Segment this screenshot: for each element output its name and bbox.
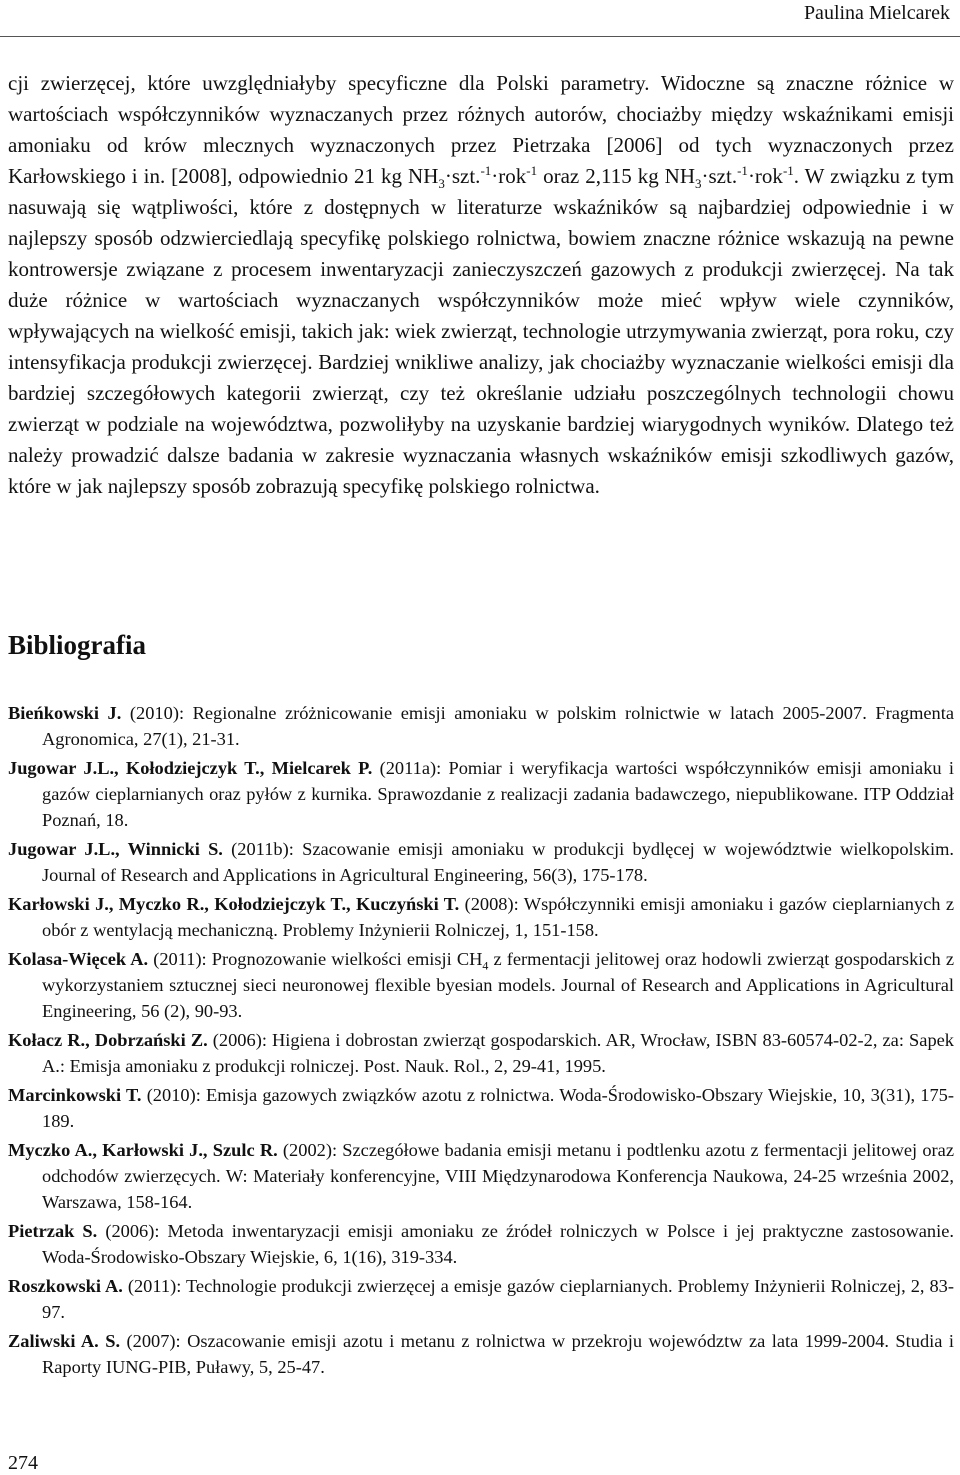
body-paragraph (8, 68, 954, 502)
entry-authors: Roszkowski A. (8, 1276, 123, 1296)
entry-text: (2011a): Pomiar i weryfikacja wartości współczynników emisji amoniaku i gazów cieplarnianych oraz pyłów z kurnika. Sprawozdanie z realizacji zadania badawczego, niepublikowane. ITP Oddział Poznań, 18. (42, 758, 954, 830)
entry-text: (2010): Regionalne zróżnicowanie emisji amoniaku w polskim rolnictwie w latach 2005-2007. Fragmenta Agronomica, 27(1), 21-31. (42, 703, 955, 749)
body-text-start: cji zwierzęcej, które uwzględniałyby specyficzne dla Polski parametry. Widoczne są znaczne różnice w wartościach współczynników wyznaczanych przez różnych autorów, chociażby między wskaźnikami emisji amoniaku od krów mlecznych wyznaczonych przez Pietrzaka [2006] od tych wyznaczonych przez Karłowskiego i in. [2008], odpowiednio 21 kg NH (8, 71, 954, 188)
bibliography-entry (8, 946, 954, 1024)
unit-rok: ·rok (491, 164, 527, 188)
unit-szt: ·szt. (444, 164, 481, 188)
superscript: -1 (526, 163, 538, 178)
entry-text: (2006): Higiena i dobrostan zwierząt gospodarskich. AR, Wrocław, ISBN 83-60574-02-2, za: Sapek A.: Emisja amoniaku z produkcji rolniczej. Post. Nauk. Rol., 2, 29-41, 1995. (42, 1030, 954, 1076)
running-head-author: Paulina Mielcarek (803, 2, 950, 24)
bibliography-entry (8, 1218, 954, 1270)
entry-text: (2008): Współczynniki emisji amoniaku i gazów cieplarnianych z obór z wentylacją mechaniczną. Problemy Inżynierii Rolniczej, 1, 151-158. (42, 894, 954, 940)
entry-text: (2006): Metoda inwentaryzacji emisji amoniaku ze źródeł rolniczych w Polsce i jej praktyczne zastosowanie. Woda-Środowisko-Obszary Wiejskie, 6, 1(16), 319-334. (42, 1221, 954, 1267)
entry-text: (2002): Szczegółowe badania emisji metanu i podtlenku azotu z fermentacji jelitowej oraz odchodów zwierzęcych. W: Materiały konferencyjne, VIII Międzynarodowa Konferencja Naukowa, 24-25 września 2002, Warszawa, 158-164. (42, 1140, 955, 1212)
entry-text: (2011): Technologie produkcji zwierzęcej a emisje gazów cieplarnianych. Problemy Inżynierii Rolniczej, 2, 83-97. (42, 1276, 954, 1322)
bibliography-entry (8, 1328, 954, 1380)
subscript: 4 (482, 958, 489, 973)
entry-authors: Pietrzak S. (8, 1221, 98, 1241)
unit-szt: ·szt. (701, 164, 738, 188)
superscript: -1 (480, 163, 492, 178)
bibliography-entry (8, 755, 954, 833)
bibliography-heading: Bibliografia (8, 630, 147, 660)
entry-authors: Karłowski J., Myczko R., Kołodziejczyk T., Kuczyński T. (8, 894, 460, 914)
bibliography-entry (8, 836, 954, 888)
entry-authors: Bieńkowski J. (8, 703, 122, 723)
entry-text: (2010): Emisja gazowych związków azotu z rolnictwa. Woda-Środowisko-Obszary Wiejskie, 10, 3(31), 175-189. (42, 1085, 954, 1131)
unit-rok: ·rok (747, 164, 783, 188)
subscript: 3 (438, 176, 445, 192)
sentence-end: . (793, 164, 805, 188)
entry-authors: Zaliwski A. S. (8, 1331, 121, 1351)
bibliography-entry (8, 1137, 954, 1215)
bibliography-entry (8, 1082, 954, 1134)
subscript: 3 (695, 176, 702, 192)
entry-text: (2007): Oszacowanie emisji azotu i metanu z rolnictwa w przekroju województw za lata 1999-2004. Studia i Raporty IUNG-PIB, Puławy, 5, 25-47. (42, 1331, 954, 1377)
bibliography-list (8, 700, 954, 1383)
entry-text-after: z fermentacji jelitowej oraz hodowli zwierząt gospodarskich z wykorzystaniem sztucznej sieci neuronowej flexible byesian models. Journal of Research and Applications in Agricultural Engineering, 56 (2), 90-93. (42, 949, 954, 1021)
body-text-rest: W związku z tym nasuwają się wątpliwości, które z dostępnych w literaturze wskaźników są najbardziej odpowiednie i w najlepszy sposób odzwierciedlają specyfikę polskiego rolnictwa, bowiem znaczne różnice wskazują na pewne kontrowersje związane z procesem inwentaryzacji zanieczyszczeń gazowych z produkcji zwierzęcej. Na tak duże różnice w wartościach wyznaczanych współczynników może mieć wpływ wiele czynników, wpływających na wielkość emisji, takich jak: wiek zwierząt, technologie utrzymywania zwierząt, pora roku, czy intensyfikacja produkcji zwierzęcej. Bardziej wnikliwe analizy, jak chociażby wyznaczanie wielkości emisji dla bardziej szczegółowych kategorii zwierząt, czy też określanie udziału poszczególnych technologii chowu zwierząt w podziale na województwa, pozwoliłyby na uzyskanie bardziej wiarygodnych wyników. Dlatego też należy prowadzić dalsze badania w zakresie wyznaczania własnych wskaźników emisji szkodliwych gazów, które w jak najlepszy sposób zobrazują specyfikę polskiego rolnictwa. (8, 164, 954, 498)
body-text-oraz: oraz 2,115 kg NH (537, 164, 696, 188)
bibliography-entry (8, 1273, 954, 1325)
header-rule (0, 36, 960, 37)
bibliography-entry (8, 1027, 954, 1079)
entry-authors: Kolasa-Więcek A. (8, 949, 149, 969)
bibliography-entry (8, 891, 954, 943)
superscript: -1 (737, 163, 748, 178)
entry-authors: Kołacz R., Dobrzański Z. (8, 1030, 208, 1050)
entry-authors: Jugowar J.L., Kołodziejczyk T., Mielcarek P. (8, 758, 373, 778)
entry-text: (2011): Prognozowanie wielkości emisji CH (148, 949, 483, 969)
bibliography-entry (8, 700, 954, 752)
entry-text: (2011b): Szacowanie emisji amoniaku w produkcji bydlęcej w województwie wielkopolskim. Journal of Research and Applications in Agricultural Engineering, 56(3), 175-178. (42, 839, 954, 885)
entry-authors: Myczko A., Karłowski J., Szulc R. (8, 1140, 278, 1160)
entry-authors: Jugowar J.L., Winnicki S. (8, 839, 223, 859)
entry-authors: Marcinkowski T. (8, 1085, 142, 1105)
superscript: -1 (782, 163, 794, 178)
page-number: 274 (8, 1452, 38, 1474)
